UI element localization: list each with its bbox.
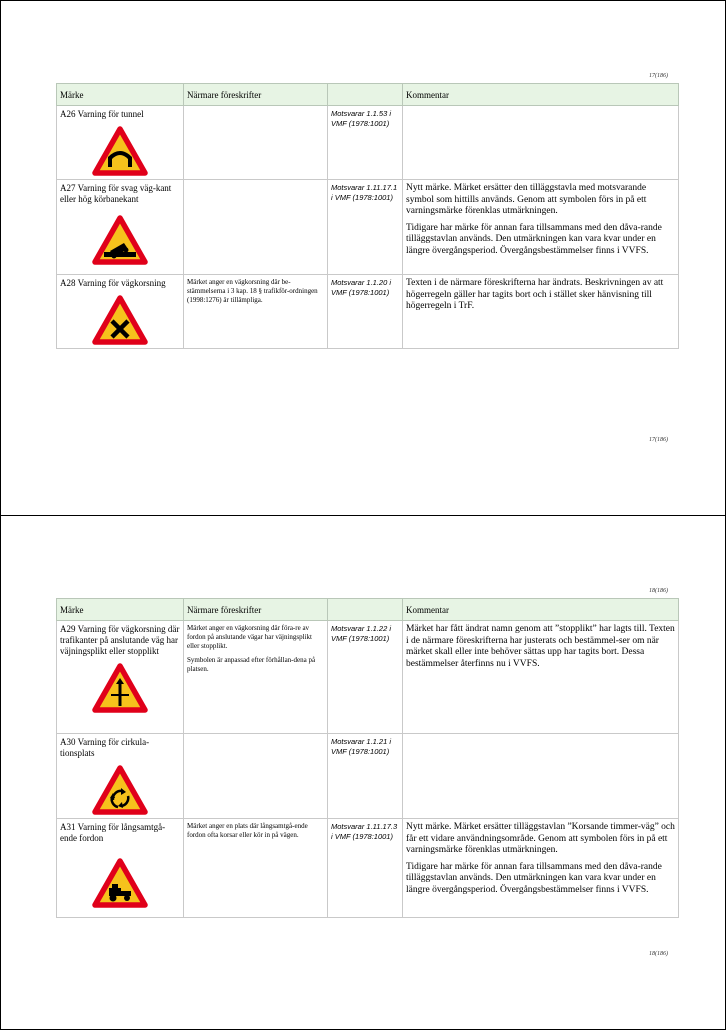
header-narmare-foreskrifter: Närmare föreskrifter: [184, 84, 328, 106]
reference-text: Motsvarar 1.1.20 i VMF (1978:1001): [331, 278, 392, 297]
page-number-top: 17(186): [649, 73, 668, 79]
header-narmare-foreskrifter: Närmare föreskrifter: [184, 599, 328, 621]
comment-paragraph: Märket har fått ändrat namn genom att ”stopplikt” har lagts till. Texten i de närmare föreskrifterna har justerats och bestämmel-ser om när märket skall eller inte behöver sättas upp har tagits bort. Dessa bestämmelser återfinns nu i VVFS.: [406, 624, 675, 669]
rules-cell: [184, 621, 328, 734]
comment-cell: [403, 180, 679, 275]
sign-name: A27 Varning för svag väg-kant eller hög körbanekant: [60, 183, 172, 204]
slow-vehicle-icon: [92, 858, 148, 908]
rules-cell: [184, 819, 328, 918]
table-row: [57, 275, 679, 349]
header-kommentar: Kommentar: [403, 84, 679, 106]
rule-paragraph: Märket anger en vägkorsning där be-stämmelserna i 3 kap. 18 § trafikför-ordningen (1998:1276) är tillämpliga.: [187, 278, 318, 304]
comment-paragraph: Tidigare har märke för annan fara tillsammans med den dåva-rande tilläggstavlan används. Den utmärkningen kan vara kvar under en längre övergångsperiod. Övergångsbestämmelser finns i VVFS.: [406, 861, 662, 895]
sign-name: A31 Varning för långsamtgå-ende fordon: [60, 822, 166, 843]
rules-cell: [184, 180, 328, 275]
page-17: [0, 0, 726, 516]
header-reference: [328, 599, 403, 621]
page-number-bottom: 17(186): [649, 437, 668, 443]
rules-cell: [184, 734, 328, 819]
rules-cell: [184, 275, 328, 349]
sign-name: A29 Varning för vägkorsning där trafikanter på anslutande väg har väjningsplikt eller stopplikt: [60, 624, 180, 656]
comment-cell: [403, 621, 679, 734]
table-row: [57, 819, 679, 918]
sign-name: A28 Varning för vägkorsning: [60, 278, 166, 288]
reference-cell: [328, 621, 403, 734]
reference-cell: [328, 106, 403, 180]
reference-text: Motsvarar 1.11.17.3 i VMF (1978:1001): [331, 822, 398, 841]
table-row: [57, 180, 679, 275]
comment-cell: [403, 819, 679, 918]
sign-table: [56, 83, 679, 349]
comment-cell: [403, 275, 679, 349]
sign-cell: [57, 819, 184, 918]
table-row: [57, 621, 679, 734]
sign-table: [56, 598, 679, 918]
roundabout-icon: [92, 765, 148, 815]
header-reference: [328, 84, 403, 106]
header-marke: Märke: [57, 599, 184, 621]
comment-paragraph: Tidigare har märke för annan fara tillsammans med den dåva-rande tilläggstavlan används. Den utmärkningen kan vara kvar under en längre övergångsperiod. Övergångsbestämmelser finns i VVFS.: [406, 222, 662, 256]
table-row: [57, 734, 679, 819]
table-header: [57, 599, 679, 621]
comment-cell: [403, 106, 679, 180]
crossroads-icon: [92, 295, 148, 345]
sign-cell: [57, 180, 184, 275]
comment-paragraph: Texten i de närmare föreskrifterna har ändrats. Beskrivningen av att högerregeln gäller har tagits bort och i stället sker hänvisning till högerregeln i TrF.: [406, 278, 664, 311]
reference-text: Motsvarar 1.11.17.1 i VMF (1978:1001): [331, 183, 398, 202]
rule-paragraph: Märket anger en plats där långsamtgå-ende fordon ofta korsar eller kör in på vägen.: [187, 822, 308, 839]
page-number-top: 18(186): [649, 588, 668, 594]
reference-cell: [328, 275, 403, 349]
reference-cell: [328, 734, 403, 819]
sign-cell: [57, 621, 184, 734]
priority-crossroads-icon: [92, 663, 148, 713]
comment-paragraph: Nytt märke. Märket ersätter den tilläggstavla med motsvarande symbol som hittills används. Genom att symbolen förs in på ett varningsmärke förenklas utmärkningen.: [406, 183, 647, 216]
tunnel-icon: [92, 126, 148, 176]
table-header: [57, 84, 679, 106]
table-row: [57, 106, 679, 180]
soft-verge-icon: [92, 215, 148, 265]
reference-text: Motsvarar 1.1.22 i VMF (1978:1001): [331, 624, 392, 643]
comment-paragraph: Nytt märke. Märket ersätter tilläggstavlan ”Korsande timmer-väg” och får ett vidare användningsområde. Genom att symbolen förs in på ett varningsmärke förenklas utmärkningen.: [406, 822, 675, 855]
sign-name: A30 Varning för cirkula-tionsplats: [60, 737, 150, 758]
rule-paragraph: Symbolen är anpassad efter förhållan-dena på platsen.: [187, 656, 316, 673]
sign-cell: [57, 275, 184, 349]
page-number-bottom: 18(186): [649, 951, 668, 957]
sign-cell: [57, 106, 184, 180]
sign-name: A26 Varning för tunnel: [60, 109, 144, 119]
page-18: [0, 515, 726, 1030]
rules-cell: [184, 106, 328, 180]
rule-paragraph: Märket anger en vägkorsning där föra-re av fordon på anslutande vägar har väjningsplikt eller stopplikt.: [187, 624, 312, 650]
reference-cell: [328, 180, 403, 275]
header-marke: Märke: [57, 84, 184, 106]
header-kommentar: Kommentar: [403, 599, 679, 621]
reference-cell: [328, 819, 403, 918]
sign-cell: [57, 734, 184, 819]
reference-text: Motsvarar 1.1.53 i VMF (1978:1001): [331, 109, 392, 128]
reference-text: Motsvarar 1.1.21 i VMF (1978:1001): [331, 737, 392, 756]
comment-cell: [403, 734, 679, 819]
